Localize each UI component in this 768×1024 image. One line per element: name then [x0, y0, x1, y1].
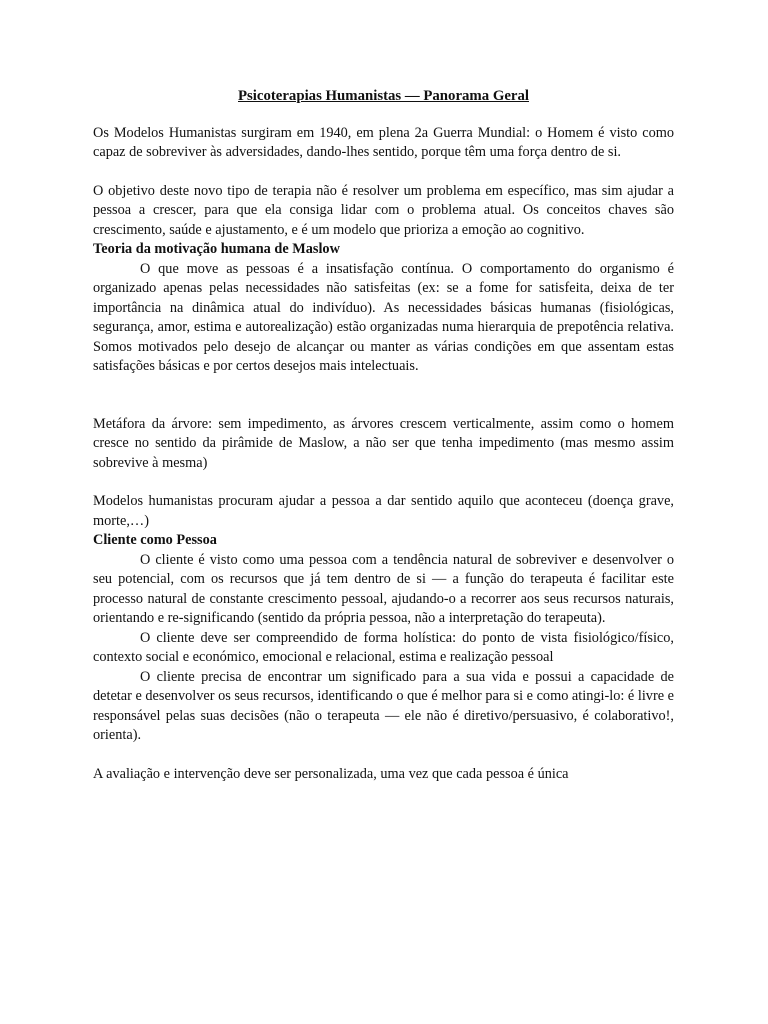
maslow-paragraph-1: O que move as pessoas é a insatisfação contínua. O comportamento do organismo é organizado apenas pelas necessidades não satisfeitas (ex: se a fome for satisfeita, deixa de ter importância na dinâmica atual do indivíduo). As necessidades básicas humanas (fisiológicas, segurança, amor, estima e autorealização) estão organizadas numa hierarquia de prepotência relativa. Somos motivados pelo desejo de alcançar ou manter as várias condições em que assentam estas satisfações básicas e por certos desejos mais intelectuais. [93, 260, 674, 374]
maslow-paragraph-2: Metáfora da árvore: sem impedimento, as árvores crescem verticalmente, assim como o homem cresce no sentido da pirâmide de Maslow, a não ser que tenha impedimento (mas mesmo assim sobrevive à mesma) [93, 415, 674, 471]
document-title: Psicoterapias Humanistas — Panorama Geral [238, 88, 529, 104]
cliente-paragraph-1: O cliente é visto como uma pessoa com a tendência natural de sobreviver e desenvolver o seu potencial, com os recursos que já tem dentro de si — a função do terapeuta é facilitar este processo natural de constante crescimento pessoal, ajudando-o a recorrer aos seus recursos naturais, orientando e re-significando (sentido da própria pessoa, não a interpretação do terapeuta). [93, 551, 674, 626]
cliente-paragraph-2: O cliente deve ser compreendido de forma holística: do ponto de vista fisiológico/físico, contexto social e económico, emocional e relacional, estima e realização pessoal [93, 629, 674, 665]
cliente-paragraph-3: O cliente precisa de encontrar um significado para a sua vida e possui a capacidade de detetar e desenvolver os seus recursos, identificando o que é melhor para si e como atingi-lo: é livre e responsável pelas suas decisões (não o terapeuta — ele não é diretivo/persuasivo, é colaborativo!, orienta). [93, 668, 674, 743]
intro-paragraph-2: O objetivo deste novo tipo de terapia não é resolver um problema em específico, mas sim ajudar a pessoa a crescer, para que ela consiga lidar com o problema atual. Os conceitos chaves são crescimento, saúde e ajustamento, e é um modelo que prioriza a emoção ao cognitivo. [93, 182, 674, 238]
cliente-paragraph-4: A avaliação e intervenção deve ser personalizada, uma vez que cada pessoa é única [93, 765, 569, 782]
section-heading-maslow: Teoria da motivação humana de Maslow [93, 241, 340, 257]
maslow-paragraph-3: Modelos humanistas procuram ajudar a pessoa a dar sentido aquilo que aconteceu (doença grave, morte,…) [93, 493, 674, 529]
intro-paragraph-1: Os Modelos Humanistas surgiram em 1940, em plena 2a Guerra Mundial: o Homem é visto como capaz de sobreviver às adversidades, dando-lhes sentido, porque têm uma força dentro de si. [93, 124, 674, 160]
section-heading-cliente: Cliente como Pessoa [93, 532, 217, 548]
